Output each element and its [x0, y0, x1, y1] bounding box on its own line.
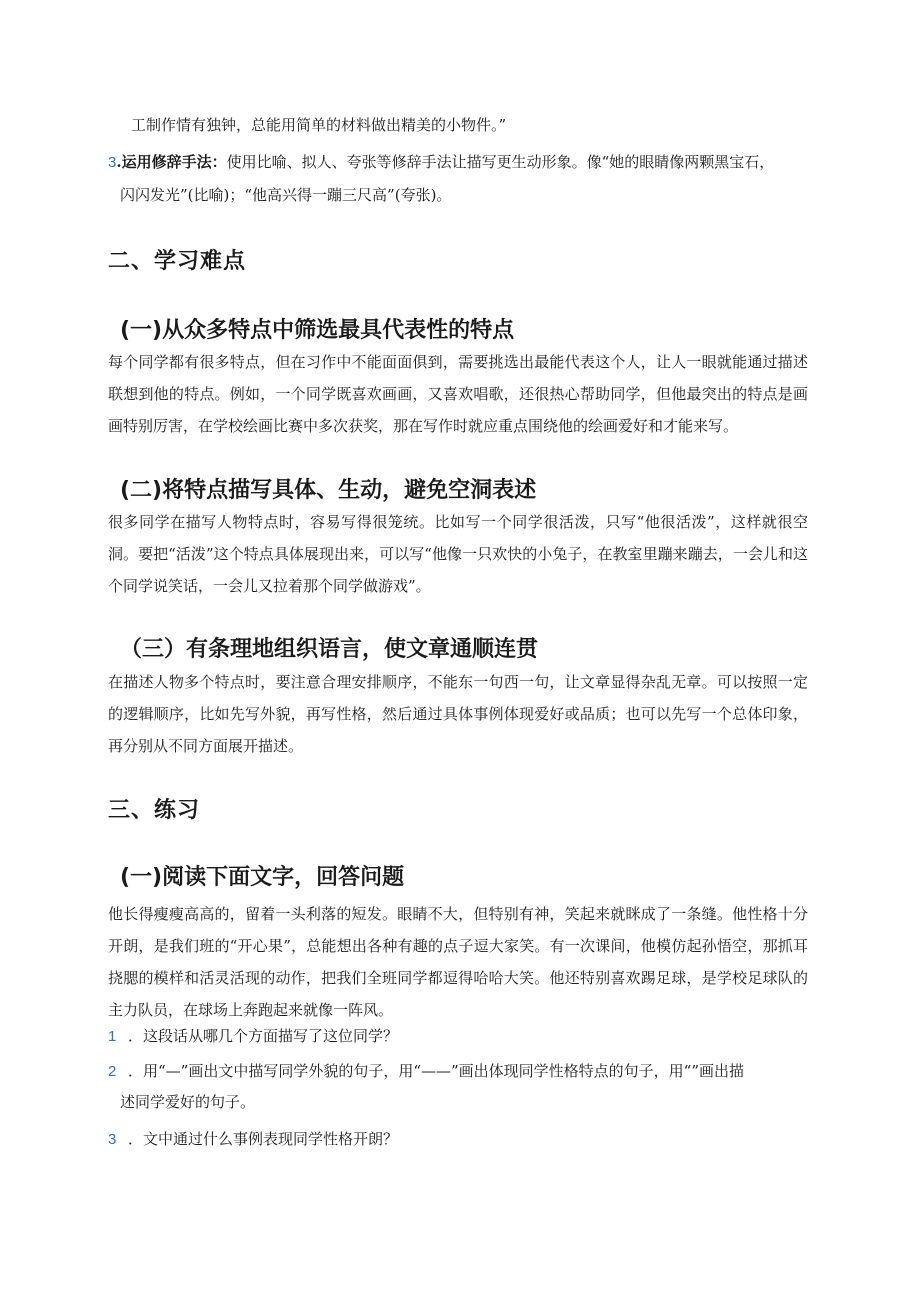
section-heading-practice: 三、练习 — [108, 798, 201, 823]
subheading-practice-1: (一)阅读下面文字，回答问题 — [120, 865, 405, 890]
paragraph: 很多同学在描写人物特点时，容易写得很笼统。比如写一个同学很活泼，只写“他很活泼”，这样就很空洞。要把“活泼”这个特点具体展现出来，可以写“他像一只欢快的小兔子，在教室里蹦来蹦去，一会儿和这个同学说笑话，一会儿又拉着那个同学做游戏”。 — [108, 513, 808, 595]
item-lead: .运用修辞手法： — [116, 153, 227, 171]
subheading-2: (二)将特点描写具体、生动，避免空洞表述 — [120, 478, 537, 503]
item-text: 使用比喻、拟人、夸张等修辞手法让描写更生动形象。像“她的眼睛像两颗黑宝石， — [226, 153, 775, 171]
item-number: 3 — [108, 154, 117, 171]
item-text-continued: 闪闪发光”(比喻)；“他高兴得一蹦三尺高”(夸张)。 — [120, 186, 452, 204]
question-text: ．文中通过什么事例表现同学性格开朗？ — [128, 1130, 399, 1148]
question-number: 1 — [108, 1028, 117, 1045]
continued-text: 工制作情有独钟，总能用简单的材料做出精美的小物件。” — [131, 116, 507, 134]
subheading-1: (一)从众多特点中筛选最具代表性的特点 — [120, 318, 515, 343]
question-2 — [108, 1056, 808, 1117]
subheading-3: （三）有条理地组织语言，使文章通顺连贯 — [120, 637, 539, 662]
paragraph: 在描述人物多个特点时，要注意合理安排顺序，不能东一句西一句，让文章显得杂乱无章。可以按照一定的逻辑顺序，比如先写外貌，再写性格，然后通过具体事例体现爱好或品质；也可以先写一个总体印象，再分别从不同方面展开描述。 — [108, 673, 808, 755]
question-number: 3 — [108, 1131, 117, 1148]
question-text: ．用“—”画出文中描写同学外貌的句子，用“——”画出体现同学性格特点的句子，用“”画出描 — [128, 1062, 745, 1080]
paragraph: 每个同学都有很多特点，但在习作中不能面面俱到，需要挑选出最能代表这个人，让人一眼就能通过描述联想到他的特点。例如，一个同学既喜欢画画，又喜欢唱歌，还很热心帮助同学，但他最突出的特点是画画特别厉害，在学校绘画比赛中多次获奖，那在写作时就应重点围绕他的绘画爱好和才能来写。 — [108, 353, 808, 435]
question-number: 2 — [108, 1063, 117, 1080]
question-3 — [108, 1124, 808, 1155]
question-text-continued: 述同学爱好的句子。 — [120, 1093, 256, 1111]
question-1 — [108, 1021, 808, 1052]
question-text: ．这段话从哪几个方面描写了这位同学？ — [128, 1027, 399, 1045]
reading-passage: 他长得瘦瘦高高的，留着一头利落的短发。眼睛不大，但特别有神，笑起来就眯成了一条缝。他性格十分开朗，是我们班的“开心果”，总能想出各种有趣的点子逗大家笑。有一次课间，他模仿起孙悟空，那抓耳挠腮的模样和活灵活现的动作，把我们全班同学都逗得哈哈大笑。他还特别喜欢踢足球，是学校足球队的主力队员，在球场上奔跑起来就像一阵风。 — [108, 905, 808, 1019]
list-item-3 — [108, 146, 808, 211]
section-heading-difficulties: 二、学习难点 — [108, 249, 247, 274]
